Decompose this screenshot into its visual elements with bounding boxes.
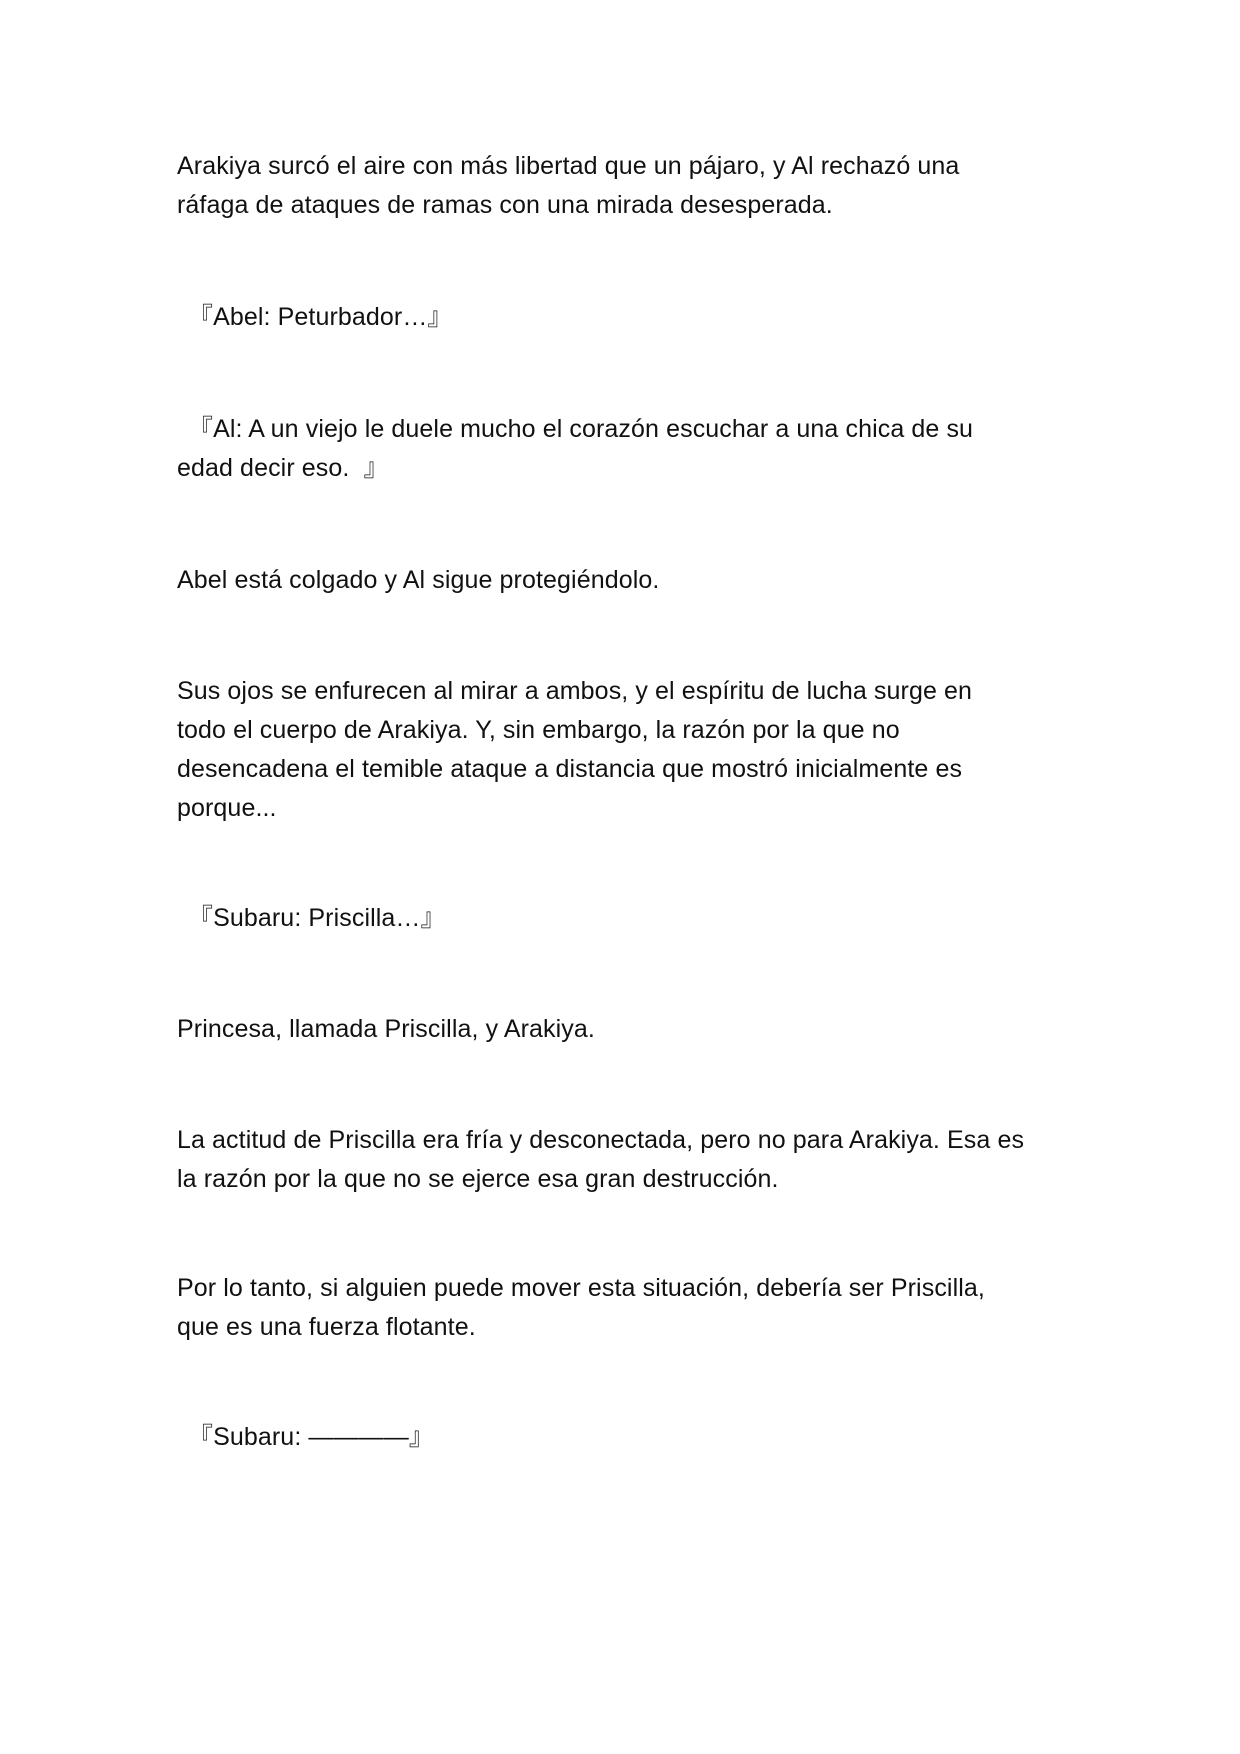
dialogue-line: [188, 1418, 1088, 1457]
paragraph: [177, 1010, 1077, 1049]
paragraph: [177, 147, 1077, 225]
text-line: 『Subaru: Priscilla…』: [188, 904, 446, 932]
text-line: edad decir eso. 』: [177, 454, 389, 482]
text-line: La actitud de Priscilla era fría y desconectada, pero no para Arakiya. Esa es: [177, 1126, 1025, 1154]
paragraph: [177, 1121, 1077, 1199]
paragraph: [177, 1269, 1077, 1347]
paragraph: [177, 561, 1077, 600]
dialogue-line: [188, 899, 1088, 938]
text-line: 『Al: A un viejo le duele mucho el corazón escuchar a una chica de su: [188, 415, 974, 443]
dialogue-line: [177, 410, 1088, 488]
text-line: porque...: [177, 794, 277, 822]
text-line: desencadena el temible ataque a distancia que mostró inicialmente es: [177, 755, 963, 783]
text-line: Sus ojos se enfurecen al mirar a ambos, y el espíritu de lucha surge en: [177, 677, 973, 705]
text-line: que es una fuerza flotante.: [177, 1313, 476, 1341]
text-line: ráfaga de ataques de ramas con una mirada desesperada.: [177, 191, 833, 219]
text-line: todo el cuerpo de Arakiya. Y, sin embargo, la razón por la que no: [177, 716, 900, 744]
paragraph: [177, 672, 1077, 828]
text-line: la razón por la que no se ejerce esa gran destrucción.: [177, 1165, 779, 1193]
text-line: Por lo tanto, si alguien puede mover esta situación, debería ser Priscilla,: [177, 1274, 985, 1302]
text-line: Arakiya surcó el aire con más libertad que un pájaro, y Al rechazó una: [177, 152, 960, 180]
text-line: 『Abel: Peturbador…』: [188, 303, 453, 331]
text-line: 『Subaru: ————』: [188, 1423, 434, 1451]
dialogue-line: [188, 298, 1088, 337]
text-line: Abel está colgado y Al sigue protegiéndolo.: [177, 566, 660, 594]
text-line: Princesa, llamada Priscilla, y Arakiya.: [177, 1015, 595, 1043]
